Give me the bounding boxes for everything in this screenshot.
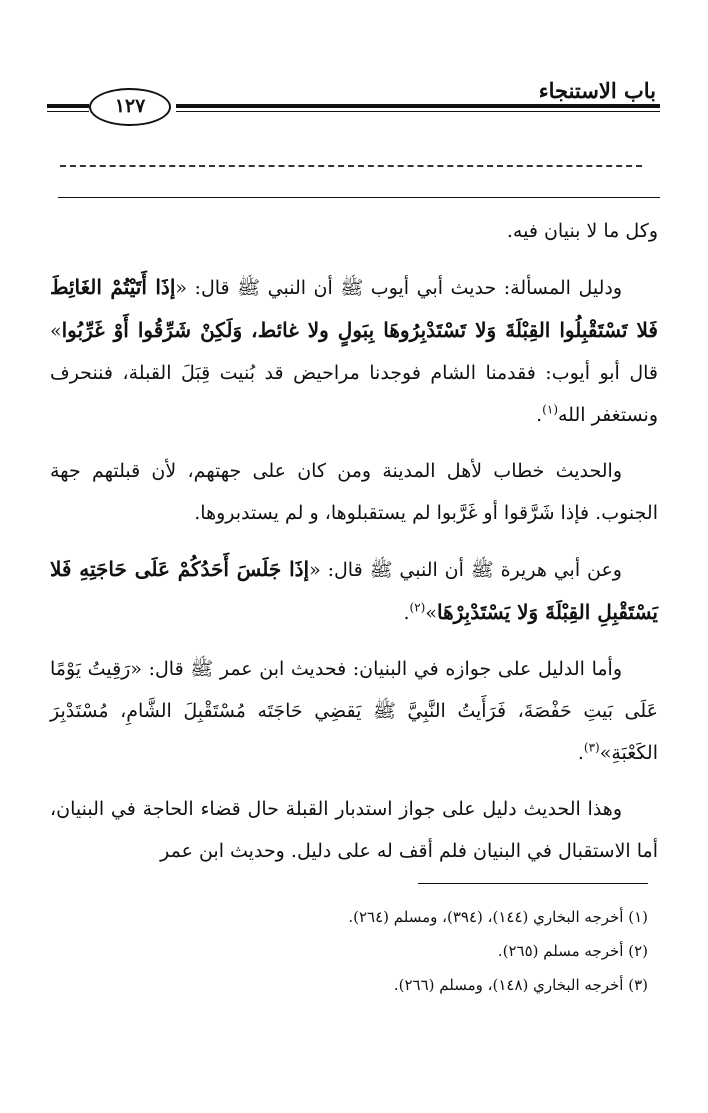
paragraph-text: » — [425, 602, 437, 624]
paragraph-text: وكل ما لا بنيان فيه. — [506, 220, 658, 242]
footnote-3: (٣) أخرجه البخاري (١٤٨)، ومسلم (٢٦٦). — [393, 976, 648, 994]
paragraph-3 — [50, 450, 658, 534]
solid-divider — [58, 197, 660, 198]
body-text — [50, 210, 658, 886]
paragraph-end: . — [403, 602, 410, 624]
paragraph-1 — [50, 210, 658, 252]
paragraph-text: وعن أبي هريرة ﷺ أن النبي ﷺ قال: « — [309, 559, 622, 581]
paragraph-5 — [50, 648, 658, 774]
header-rule-thin — [176, 111, 660, 112]
paragraph-text: والحديث خطاب لأهل المدينة ومن كان على جهتهم، لأن قبلتهم جهة الجنوب. فإذا شَرَّقوا أو غَرَّبوا لم يستقبلوها، و لم يستدبروها. — [50, 460, 658, 524]
hadith-quote: إذَا أَتَيْتُمْ الغَائِطَ فَلا تَسْتَقْبِلُوا القِبْلَةَ وَلا تَسْتَدْبِرُوهَا بِبَولٍ ولا غائط، وَلَكِنْ شَرِّقُوا أَوْ غَرِّبُوا — [50, 275, 658, 342]
header-rule-thick — [176, 104, 660, 108]
footnote-ref[interactable]: (٢) — [409, 600, 426, 615]
dashed-divider — [60, 165, 642, 167]
paragraph-text: ودليل المسألة: حديث أبي أيوب ﷺ أن النبي ﷺ قال: « — [175, 277, 622, 299]
page-number: ١٢٧ — [114, 95, 146, 117]
footnote-ref[interactable]: (٣) — [583, 740, 600, 755]
header-rule-left-thin — [47, 111, 89, 112]
paragraph-end: . — [577, 742, 584, 764]
header-rule-left-thick — [47, 104, 89, 108]
paragraph-4 — [50, 548, 658, 634]
paragraph-end: . — [536, 404, 543, 426]
paragraph-text: وهذا الحديث دليل على جواز استدبار القبلة حال قضاء الحاجة في البنيان، أما الاستقبال في البنيان فلم أقف له على دليل. وحديث ابن عمر — [50, 798, 658, 862]
paragraph-2 — [50, 266, 658, 436]
footnote-separator — [418, 883, 648, 884]
hadith-quote: إذَا جَلَسَ أَحَدُكُمْ عَلَى حَاجَتِهِ فَلا يَسْتَقْبِلِ القِبْلَةَ وَلا يَسْتَدْبِرْهَا — [50, 557, 658, 624]
footnotes — [50, 900, 648, 1002]
chapter-title: باب الاستنجاء — [538, 78, 656, 103]
paragraph-6 — [50, 788, 658, 872]
footnote-ref[interactable]: (١) — [542, 402, 558, 417]
paragraph-text: وأما الدليل على جوازه في البنيان: فحديث ابن عمر ﷺ قال: «رَقِيتُ يَوْمًا عَلَى بَيتِ حَفْصَةَ، فَرَأَيتُ النَّبِيَّ ﷺ يَقضِي حَاجَتَه مُسْتَقْبِلَ الشَّامِ، مُسْتَدْبِرَ الكَعْبَةِ» — [50, 658, 658, 764]
footnote-2: (٢) أخرجه مسلم (٢٦٥). — [497, 942, 648, 960]
paragraph-text: » قال أبو أيوب: فقدمنا الشام فوجدنا مراحيض قد بُنيت قِبَلَ القبلة، فننحرف ونستغفر الله — [50, 320, 658, 426]
footnote-1: (١) أخرجه البخاري (١٤٤)، (٣٩٤)، ومسلم (٢٦٤). — [348, 908, 648, 926]
